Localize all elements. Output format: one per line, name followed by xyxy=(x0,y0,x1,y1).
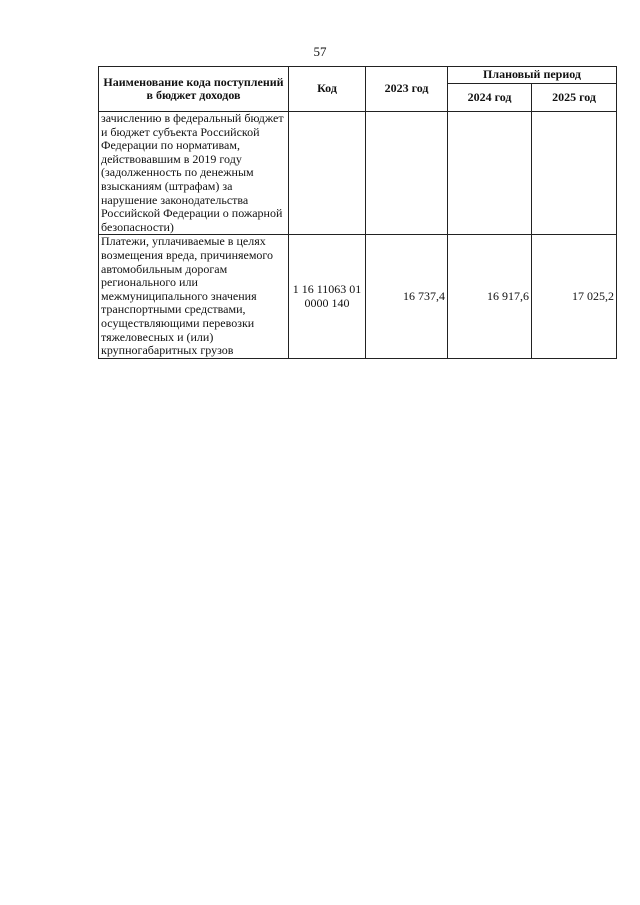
row-value-2023 xyxy=(366,112,448,235)
header-2025: 2025 год xyxy=(532,84,617,112)
header-planned-period: Плановый период xyxy=(448,67,617,84)
header-2023: 2023 год xyxy=(366,67,448,112)
header-code: Код xyxy=(289,67,366,112)
row-code: 1 16 11063 01 0000 140 xyxy=(289,235,366,358)
table-row xyxy=(99,235,617,358)
revenue-table xyxy=(98,66,617,359)
row-name: Платежи, уплачиваемые в целях возмещения вреда, причиняемого автомобильным дорогам регионального или межмуниципального значения транспортными средствами, осуществляющими перевозки тяжеловесных и (или) крупногабаритных грузов xyxy=(99,235,289,358)
row-value-2023: 16 737,4 xyxy=(366,235,448,358)
page-number: 57 xyxy=(313,44,327,59)
row-value-2025: 17 025,2 xyxy=(532,235,617,358)
table-row xyxy=(99,112,617,235)
row-name: зачислению в федеральный бюджет и бюджет субъекта Российской Федерации по нормативам, действовавшим в 2019 году (задолженность по денежным взысканиям (штрафам) за нарушение законодательства Российской Федерации о пожарной безопасности) xyxy=(99,112,289,235)
row-value-2024: 16 917,6 xyxy=(448,235,532,358)
row-value-2025 xyxy=(532,112,617,235)
header-name: Наименование кода поступлений в бюджет доходов xyxy=(99,67,289,112)
header-2024: 2024 год xyxy=(448,84,532,112)
row-value-2024 xyxy=(448,112,532,235)
row-code xyxy=(289,112,366,235)
table-header xyxy=(99,67,617,112)
